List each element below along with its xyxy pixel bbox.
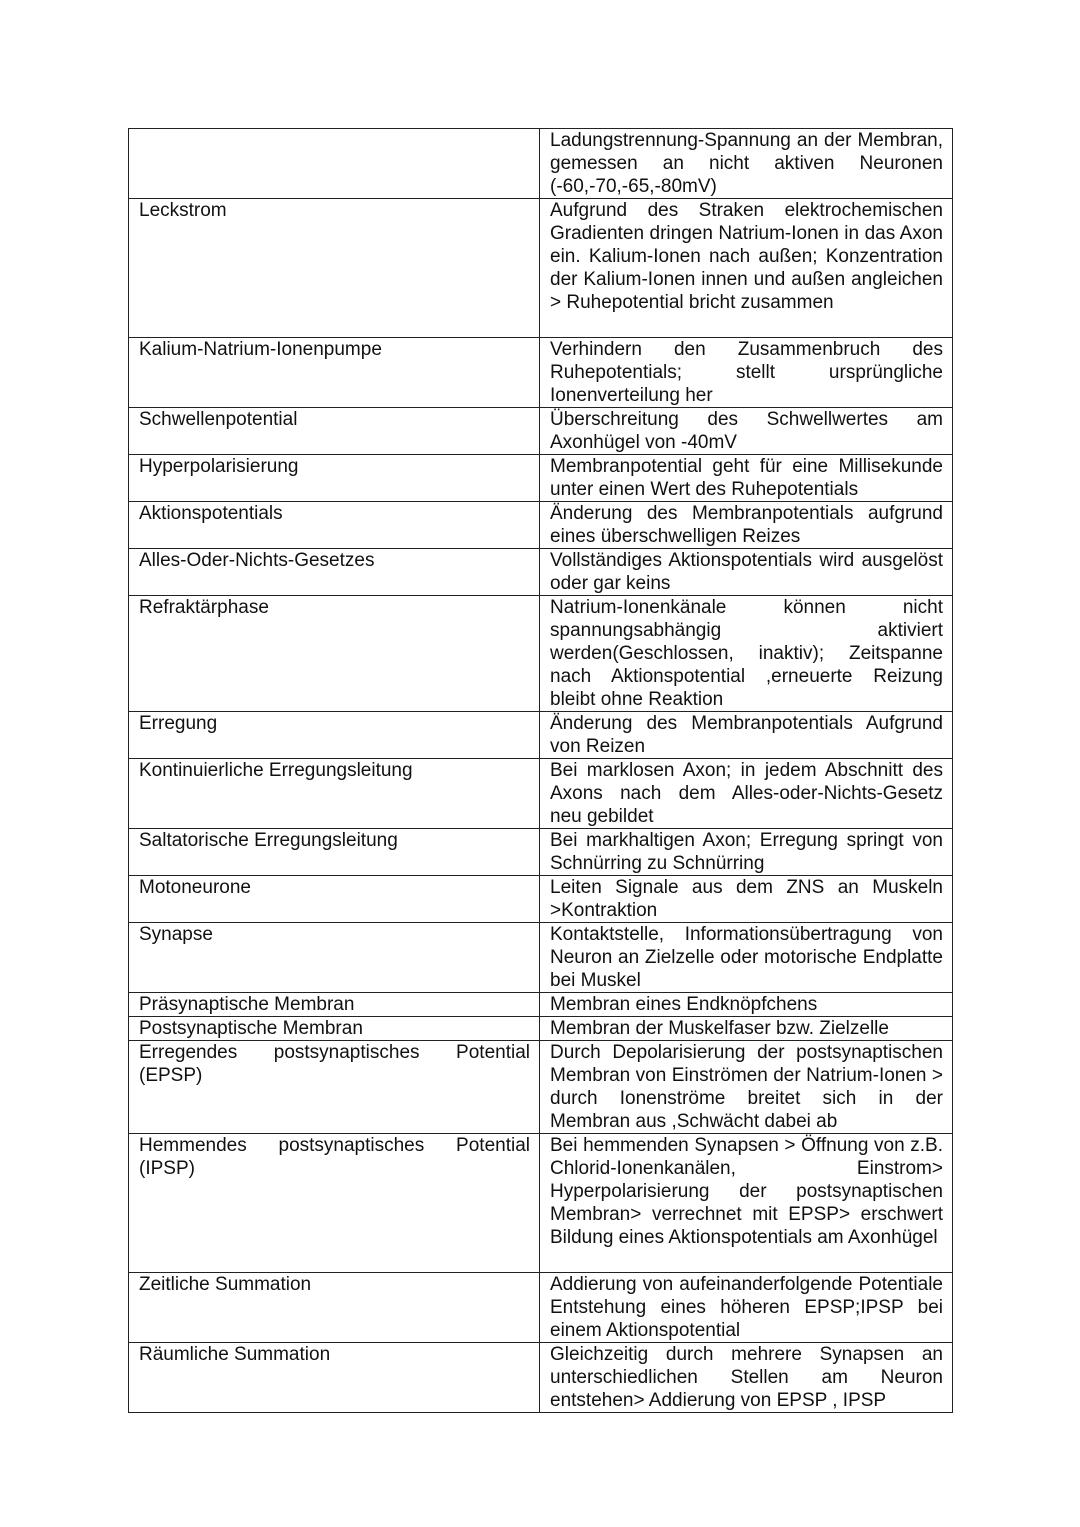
term-cell: Synapse <box>129 923 540 993</box>
term-cell: Refraktärphase <box>129 596 540 712</box>
term-cell: Kalium-Natrium-Ionenpumpe <box>129 338 540 408</box>
table-row <box>129 408 953 455</box>
definition-cell: Membran eines Endknöpfchens <box>540 993 953 1017</box>
table-row <box>129 338 953 408</box>
term-cell: Präsynaptische Membran <box>129 993 540 1017</box>
definition-cell: Leiten Signale aus dem ZNS an Muskeln >Kontraktion <box>540 876 953 923</box>
term-cell: Leckstrom <box>129 199 540 338</box>
glossary-table <box>128 128 953 1413</box>
table-row <box>129 1273 953 1343</box>
table-row <box>129 199 953 338</box>
table-row <box>129 502 953 549</box>
term-cell: Alles-Oder-Nichts-Gesetzes <box>129 549 540 596</box>
definition-cell: Gleichzeitig durch mehrere Synapsen an unterschiedlichen Stellen am Neuron entstehen> Addierung von EPSP , IPSP <box>540 1343 953 1413</box>
definition-cell: Verhindern den Zusammenbruch des Ruhepotentials; stellt ursprüngliche Ionenverteilung her <box>540 338 953 408</box>
table-row <box>129 596 953 712</box>
table-row <box>129 1134 953 1273</box>
definition-cell: Addierung von aufeinanderfolgende Potentiale Entstehung eines höheren EPSP;IPSP bei einem Aktionspotential <box>540 1273 953 1343</box>
table-row <box>129 455 953 502</box>
term-cell <box>129 129 540 199</box>
table-row <box>129 129 953 199</box>
definition-cell: Membran der Muskelfaser bzw. Zielzelle <box>540 1017 953 1041</box>
term-cell: Saltatorische Erregungsleitung <box>129 829 540 876</box>
table-row <box>129 1017 953 1041</box>
term-cell: Hyperpolarisierung <box>129 455 540 502</box>
definition-cell: Bei marklosen Axon; in jedem Abschnitt des Axons nach dem Alles-oder-Nichts-Gesetz neu gebildet <box>540 759 953 829</box>
table-row <box>129 712 953 759</box>
definition-cell: Überschreitung des Schwellwertes am Axonhügel von -40mV <box>540 408 953 455</box>
term-cell: Zeitliche Summation <box>129 1273 540 1343</box>
definition-cell: Membranpotential geht für eine Millisekunde unter einen Wert des Ruhepotentials <box>540 455 953 502</box>
definition-cell: Vollständiges Aktionspotentials wird ausgelöst oder gar keins <box>540 549 953 596</box>
table-row <box>129 829 953 876</box>
table-row <box>129 993 953 1017</box>
definition-cell: Ladungstrennung-Spannung an der Membran, gemessen an nicht aktiven Neuronen (-60,-70,-65,-80mV) <box>540 129 953 199</box>
definition-cell: Aufgrund des Straken elektrochemischen Gradienten dringen Natrium-Ionen in das Axon ein. Kalium-Ionen nach außen; Konzentration der Kalium-Ionen innen und außen angleichen > Ruhepotential bricht zusammen <box>540 199 953 338</box>
table-row <box>129 1041 953 1134</box>
table-row <box>129 923 953 993</box>
table-row <box>129 876 953 923</box>
term-cell: Motoneurone <box>129 876 540 923</box>
definition-cell: Durch Depolarisierung der postsynaptischen Membran von Einströmen der Natrium-Ionen > durch Ionenströme breitet sich in der Membran aus ,Schwächt dabei ab <box>540 1041 953 1134</box>
term-cell: Schwellenpotential <box>129 408 540 455</box>
term-cell: Räumliche Summation <box>129 1343 540 1413</box>
definition-cell: Bei markhaltigen Axon; Erregung springt von Schnürring zu Schnürring <box>540 829 953 876</box>
definition-cell: Kontaktstelle, Informationsübertragung von Neuron an Zielzelle oder motorische Endplatte bei Muskel <box>540 923 953 993</box>
table-row <box>129 1343 953 1413</box>
definition-cell: Änderung des Membranpotentials Aufgrund von Reizen <box>540 712 953 759</box>
term-cell: Erregung <box>129 712 540 759</box>
definition-cell: Natrium-Ionenkänale können nicht spannungsabhängig aktiviert werden(Geschlossen, inaktiv); Zeitspanne nach Aktionspotential ,erneuerte Reizung bleibt ohne Reaktion <box>540 596 953 712</box>
table-row <box>129 759 953 829</box>
table-row <box>129 549 953 596</box>
term-cell: Aktionspotentials <box>129 502 540 549</box>
term-cell: Hemmendes postsynaptisches Potential (IPSP) <box>129 1134 540 1273</box>
definition-cell: Bei hemmenden Synapsen > Öffnung von z.B. Chlorid-Ionenkanälen, Einstrom> Hyperpolarisierung der postsynaptischen Membran> verrechnet mit EPSP> erschwert Bildung eines Aktionspotentials am Axonhügel <box>540 1134 953 1273</box>
definition-cell: Änderung des Membranpotentials aufgrund eines überschwelligen Reizes <box>540 502 953 549</box>
term-cell: Kontinuierliche Erregungsleitung <box>129 759 540 829</box>
document-page <box>128 128 952 1413</box>
term-cell: Erregendes postsynaptisches Potential (EPSP) <box>129 1041 540 1134</box>
term-cell: Postsynaptische Membran <box>129 1017 540 1041</box>
